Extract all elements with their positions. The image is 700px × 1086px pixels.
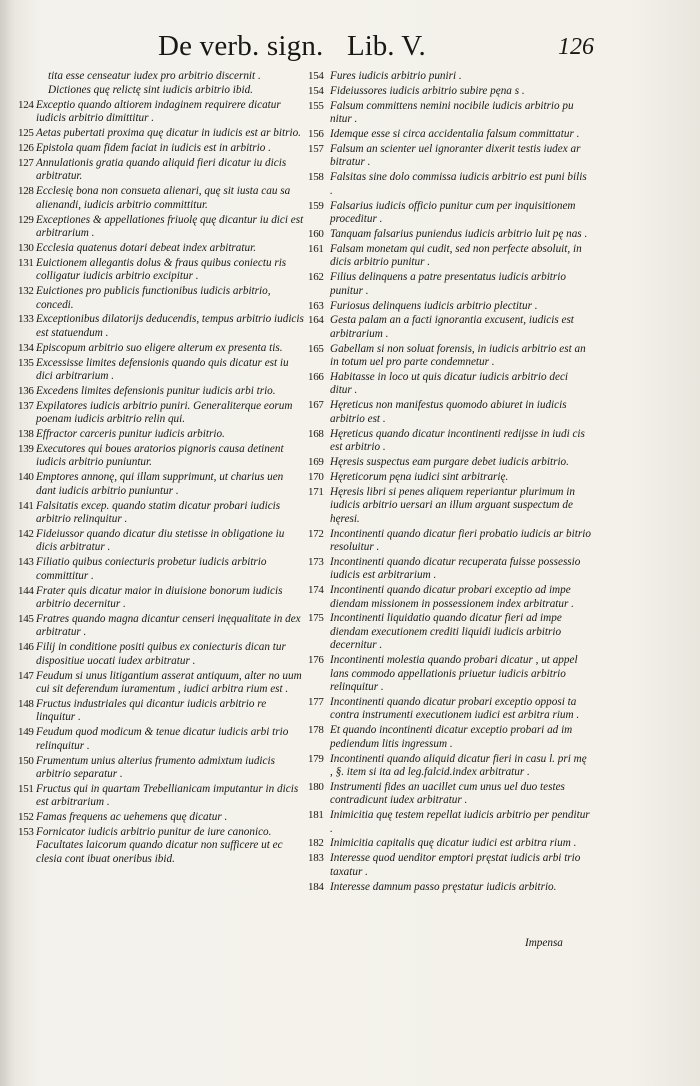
index-entry xyxy=(18,698,304,725)
entry-number: 154 xyxy=(308,70,324,82)
index-entry xyxy=(18,826,304,866)
entry-number: 182 xyxy=(308,837,324,850)
entry-number: 127 xyxy=(18,156,34,169)
entry-number: 172 xyxy=(308,527,324,540)
index-entry xyxy=(308,300,592,313)
entry-text: Gabellam si non soluat forensis, in iudicis arbitrio est an in totum uel pro parte condemnetur . xyxy=(330,342,586,369)
entry-text: Epistola quam fidem faciat in iudicis est in arbitrio . xyxy=(36,142,271,155)
entry-text: Fructus industriales qui dicantur iudicis arbitrio re linquitur . xyxy=(36,697,267,724)
entry-number: 180 xyxy=(308,780,324,793)
entry-text: Furiosus delinquens iudicis arbitrio plectitur . xyxy=(330,299,538,312)
entry-number: 153 xyxy=(18,826,34,839)
entry-text: Incontinenti quando dicatur fieri probatio iudicis ar bitrio resoluitur . xyxy=(330,527,591,553)
index-entry xyxy=(18,783,304,810)
index-entry xyxy=(308,371,592,398)
entry-text: Excedens limites defensionis punitur iudicis arbi trio. xyxy=(36,384,276,397)
entry-text: Euictiones pro publicis functionibus iudicis arbitrio, concedi. xyxy=(36,285,271,311)
index-entry xyxy=(308,852,592,879)
entry-text: Euictionem allegantis dolus & fraus quibus coniectu ris colligatur iudicis arbitrio excipitur . xyxy=(36,256,287,283)
entry-text: Falsitatis excep. quando statim dicatur probari iudicis arbitrio relinquitur . xyxy=(36,499,281,526)
entry-number: 132 xyxy=(18,285,34,298)
entry-number: 164 xyxy=(308,314,324,327)
index-entry xyxy=(18,585,304,612)
entry-number: 134 xyxy=(18,341,34,354)
entry-number: 171 xyxy=(308,485,324,498)
entry-number: 161 xyxy=(308,242,324,255)
entry-text: Exceptio quando altiorem indaginem requirere dicatur iudicis arbitrio dimittitur . xyxy=(36,98,281,125)
entry-text: Frater quis dicatur maior in diuisione bonorum iudicis arbitrio decernitur . xyxy=(36,584,283,611)
index-entry xyxy=(18,500,304,527)
entry-number: 157 xyxy=(308,143,324,156)
entry-number: 131 xyxy=(18,256,34,269)
entry-text: Habitasse in loco ut quis dicatur iudicis arbitrio deci ditur . xyxy=(330,371,569,397)
catchword: Impensa xyxy=(525,937,563,949)
entry-number: 142 xyxy=(18,528,34,540)
index-entry xyxy=(18,443,304,470)
entry-number: 147 xyxy=(18,669,34,682)
index-entry xyxy=(18,357,304,384)
entry-text: Hęresis libri si penes aliquem reperiantur plurimum in iudicis arbitrio uersari an illum arguant suspectum de hęresi. xyxy=(330,485,575,525)
entry-number: 130 xyxy=(18,241,34,254)
index-entry xyxy=(18,127,304,140)
entry-number: 166 xyxy=(308,371,324,384)
entry-text: Instrumenti fides an uacillet cum unus uel duo testes contradicunt iudex arbitratur . xyxy=(330,780,565,807)
index-entry xyxy=(18,385,304,398)
entry-text: Filij in conditione positi quibus ex coniecturis dican tur dispositiue uocati iudex arbitratur . xyxy=(36,641,286,667)
index-entry xyxy=(308,612,592,652)
entry-text: Emptores annonę, qui illam supprimunt, ut charius uen dant iudicis arbitrio puniuntur . xyxy=(36,471,284,497)
entry-text: Fideiussores iudicis arbitrio subire pęna s . xyxy=(330,84,525,97)
index-entry xyxy=(18,214,304,241)
entry-number: 136 xyxy=(18,384,34,397)
entry-number: 159 xyxy=(308,199,324,212)
entry-text: Famas frequens ac uehemens quę dicatur . xyxy=(36,811,228,824)
entry-text: Expilatores iudicis arbitrio puniri. Generaliterque eorum poenam iudicis arbitrio relin qui. xyxy=(36,399,293,426)
entry-number: 146 xyxy=(18,641,34,654)
entry-text: Falsum an scienter uel ignoranter dixerit testis iudex ar bitratur . xyxy=(330,143,581,169)
entry-text: Annulationis gratia quando aliquid fieri dicatur iu dicis arbitratur. xyxy=(36,156,287,183)
entry-number: 138 xyxy=(18,428,34,441)
entry-number: 170 xyxy=(308,470,324,483)
entry-number: 163 xyxy=(308,299,324,312)
index-entry xyxy=(308,528,592,555)
index-entry xyxy=(18,400,304,427)
entry-number: 144 xyxy=(18,584,34,597)
entry-text: Hęreticus quando dicatur incontinenti redijsse in iudi cis est arbitrio . xyxy=(330,427,585,454)
entry-text: Effractor carceris punitur iudicis arbitrio. xyxy=(36,428,225,441)
entry-text: Incontinenti molestia quando probari dicatur , ut appel lans commodo appellationis priuetur iudicis arbitrio relinquitur . xyxy=(330,654,578,693)
entry-text: Fures iudicis arbitrio puniri . xyxy=(330,70,462,82)
index-entry xyxy=(308,556,592,583)
index-entry xyxy=(18,613,304,640)
entry-text: Falsam monetam qui cudit, sed non perfecte absoluit, in dicis arbitrio punitur . xyxy=(330,242,582,269)
index-entry xyxy=(308,809,592,836)
index-entry xyxy=(308,343,592,370)
index-entry xyxy=(18,142,304,155)
intro-line: Dictiones quę relictę sint iudicis arbitrio ibid. xyxy=(48,84,253,97)
entry-number: 155 xyxy=(308,99,324,112)
index-entry xyxy=(308,881,592,894)
index-entry xyxy=(18,755,304,782)
entry-number: 169 xyxy=(308,455,324,468)
index-entry xyxy=(308,314,592,341)
entry-text: Incontinenti quando dicatur probari exceptio ad impe diendam missionem in possessionem index arbitratur . xyxy=(330,584,574,610)
index-entry xyxy=(18,428,304,441)
entry-number: 156 xyxy=(308,128,324,141)
entry-text: Ecclesia quatenus dotari debeat index arbitratur. xyxy=(36,241,256,254)
entry-text: Incontinenti quando dicatur recuperata fuisse possessio iudicis est arbitrarium . xyxy=(330,555,581,582)
entry-text: Filiatio quibus coniecturis probetur iudicis arbitrio committitur . xyxy=(36,556,267,582)
entry-number: 160 xyxy=(308,227,324,240)
index-entry xyxy=(18,285,304,312)
index-entry xyxy=(308,654,592,694)
entry-number: 165 xyxy=(308,342,324,355)
index-entry xyxy=(308,781,592,808)
index-entry xyxy=(308,486,592,526)
index-entry xyxy=(18,257,304,284)
index-entry xyxy=(18,726,304,753)
entry-number: 126 xyxy=(18,142,34,155)
index-entry xyxy=(308,85,592,98)
running-header xyxy=(0,30,700,70)
entry-text: Incontinenti quando dicatur probari exceptio opposi ta contra instrumenti executionem iudici est arbitra rium . xyxy=(330,695,580,722)
entry-number: 148 xyxy=(18,697,34,710)
entry-text: Gesta palam an a facti ignorantia excusent, iudicis est arbitrarium . xyxy=(330,314,574,340)
entry-number: 150 xyxy=(18,754,34,767)
book-number: Lib. V. xyxy=(347,30,426,62)
entry-text: Incontinenti liquidatio quando dicatur fieri ad impe diendam executionem crediti liquidi iudicis arbitrio decernitur . xyxy=(330,612,562,652)
index-entry xyxy=(18,528,304,555)
entry-text: Falsitas sine dolo commissa iudicis arbitrio est puni bilis . xyxy=(330,171,587,197)
entry-text: Excessisse limites defensionis quando quis dicatur est iu dici arbitrarium . xyxy=(36,356,289,383)
entry-number: 179 xyxy=(308,752,324,765)
entry-number: 137 xyxy=(18,399,34,412)
index-entry xyxy=(18,99,304,126)
entry-number: 178 xyxy=(308,724,324,737)
index-entry xyxy=(18,185,304,212)
index-entry xyxy=(308,837,592,850)
entry-number: 158 xyxy=(308,171,324,184)
entry-text: Tanquam falsarius puniendus iudicis arbitrio luit pę nas . xyxy=(330,227,588,240)
entry-number: 125 xyxy=(18,127,34,140)
index-entry xyxy=(308,100,592,127)
entry-text: Interesse quod uenditor emptori pręstat iudicis arbi trio taxatur . xyxy=(330,852,581,878)
entry-text: Hęreticorum pęna iudici sint arbitrarię. xyxy=(330,470,509,483)
entry-number: 181 xyxy=(308,809,324,822)
index-entry xyxy=(18,157,304,184)
entry-number: 162 xyxy=(308,271,324,284)
entry-number: 173 xyxy=(308,555,324,568)
entry-number: 133 xyxy=(18,313,34,326)
index-entry xyxy=(18,811,304,824)
index-entry xyxy=(308,471,592,484)
entry-text: Ecclesię bona non consueta alienari, quę sit iusta cau sa alienandi, iudicis arbitrio committitur. xyxy=(36,185,291,211)
index-entry xyxy=(308,70,592,83)
entry-text: Feudum si unus litigantium asserat antiquum, alter no uum cui sit deferendum iuramentum , iudici arbitra rium est . xyxy=(36,669,302,695)
index-entry xyxy=(18,342,304,355)
index-entry xyxy=(18,242,304,255)
entry-text: Hęresis suspectus eam purgare debet iudicis arbitrio. xyxy=(330,455,569,468)
entry-text: Interesse damnum passo pręstatur iudicis arbitrio. xyxy=(330,880,557,893)
entry-number: 176 xyxy=(308,654,324,667)
entry-text: Idemque esse si circa accidentalia falsum committatur . xyxy=(330,128,580,141)
entry-number: 175 xyxy=(308,612,324,625)
index-entry xyxy=(18,471,304,498)
entry-number: 128 xyxy=(18,185,34,198)
entry-text: Inimicitia quę testem repellat iudicis arbitrio per penditur . xyxy=(330,809,590,835)
entry-text: Incontinenti quando aliquid dicatur fieri in casu l. pri mę , §. item si ita ad leg.falcid.index arbitratur . xyxy=(330,752,587,778)
entry-number: 124 xyxy=(18,98,34,111)
index-entry xyxy=(308,271,592,298)
index-entry xyxy=(18,641,304,668)
index-entry xyxy=(308,584,592,611)
index-entry xyxy=(308,143,592,170)
entry-number: 149 xyxy=(18,726,34,739)
index-entry xyxy=(18,556,304,583)
entry-number: 183 xyxy=(308,852,324,865)
entry-number: 154 xyxy=(308,84,324,97)
entry-text: Fornicator iudicis arbitrio punitur de iure canonico. Facultates laicorum quando dicatur non sufficere ut ec clesia cont ibuat oneribus ibid. xyxy=(36,826,283,865)
index-entry xyxy=(308,399,592,426)
entry-number: 152 xyxy=(18,811,34,824)
index-entry xyxy=(308,243,592,270)
entry-text: Inimicitia capitalis quę dicatur iudici est arbitra rium . xyxy=(330,837,577,850)
index-entry xyxy=(308,753,592,780)
intro-line: tita esse censeatur iudex pro arbitrio discernit . xyxy=(48,70,261,82)
index-entry xyxy=(308,724,592,751)
entry-text: Executores qui boues aratorios pignoris causa detinent iudicis arbitrio puniuntur. xyxy=(36,443,284,469)
entry-number: 177 xyxy=(308,695,324,708)
entry-text: Et quando incontinenti dicatur exceptio probari ad im pediendum litis ingressum . xyxy=(330,724,573,750)
entry-text: Filius delinquens a patre presentatus iudicis arbitrio punitur . xyxy=(330,271,566,297)
index-entry xyxy=(308,696,592,723)
entry-text: Feudum quod modicum & tenue dicatur iudicis arbi trio relinquitur . xyxy=(36,726,289,752)
entry-text: Fideiussor quando dicatur diu stetisse in obligatione iu dicis arbitratur . xyxy=(36,528,285,554)
entry-number: 135 xyxy=(18,356,34,369)
entry-number: 151 xyxy=(18,782,34,795)
running-title: De verb. sign. xyxy=(158,30,324,62)
entry-text: Hęreticus non manifestus quomodo abiuret in iudicis arbitrio est . xyxy=(330,399,567,425)
entry-text: Episcopum arbitrio suo eligere alterum ex presenta tis. xyxy=(36,341,283,354)
entry-text: Fratres quando magna dicantur censeri inęqualitate in dex arbitratur . xyxy=(36,612,301,639)
entry-number: 141 xyxy=(18,499,34,512)
entry-number: 167 xyxy=(308,399,324,412)
entry-number: 174 xyxy=(308,584,324,597)
index-entry xyxy=(308,428,592,455)
index-entry xyxy=(308,128,592,141)
entry-text: Exceptiones & appellationes friuolę quę dicantur iu dici est arbitrarium . xyxy=(36,213,304,239)
entry-text: Exceptionibus dilatorijs deducendis, tempus arbitrio iudicis est statuendum . xyxy=(36,313,304,339)
entry-text: Aetas pubertati proxima quę dicatur in iudicis est ar bitrio. xyxy=(36,127,301,140)
index-entry xyxy=(18,313,304,340)
right-column xyxy=(308,70,592,896)
entry-number: 139 xyxy=(18,443,34,456)
index-entry xyxy=(18,670,304,697)
entry-number: 145 xyxy=(18,612,34,625)
entry-text: Frumentum unius alterius frumento admixtum iudicis arbitrio separatur . xyxy=(36,754,275,780)
index-entry xyxy=(308,228,592,241)
entry-number: 184 xyxy=(308,880,324,893)
entry-number: 143 xyxy=(18,556,34,569)
entry-number: 129 xyxy=(18,213,34,226)
left-column xyxy=(18,70,304,868)
index-entry xyxy=(308,200,592,227)
entry-text: Falsum committens nemini nocibile iudicis arbitrio pu nitur . xyxy=(330,99,574,126)
index-entry xyxy=(308,171,592,198)
entry-number: 168 xyxy=(308,427,324,440)
index-entry xyxy=(308,456,592,469)
entry-text: Falsarius iudicis officio punitur cum per inquisitionem proceditur . xyxy=(330,199,576,226)
entry-text: Fructus qui in quartam Trebellianicam imputantur in dicis est arbitrarium . xyxy=(36,782,299,809)
folio-number: 126 xyxy=(558,34,594,60)
entry-number: 140 xyxy=(18,471,34,484)
